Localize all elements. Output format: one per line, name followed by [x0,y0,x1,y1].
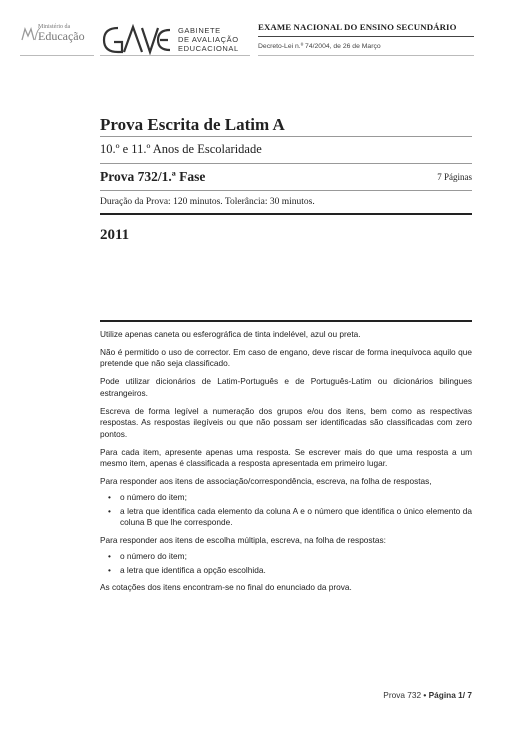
header-divider-left [20,55,94,56]
footer-exam-code: Prova 732 [383,690,422,700]
exam-header-title: EXAME NACIONAL DO ENSINO SECUNDÁRIO [258,22,474,37]
bullet: • [108,550,111,561]
divider [100,163,472,164]
instructions-divider [100,320,472,322]
exam-title: Prova Escrita de Latim A [100,115,285,134]
instruction-list [100,492,472,529]
instruction-paragraph: Pode utilizar dicionários de Latim-Português e de Português-Latim ou dicionários bilingues estrangeiros. [100,376,472,398]
footer-page-number: Página 1/ 7 [428,690,472,700]
page-footer [383,690,472,700]
school-years: 10.º e 11.º Anos de Escolaridade [100,142,262,156]
instruction-list [100,551,472,576]
exam-duration: Duração da Prova: 120 minutos. Tolerância: 30 minutos. [100,197,315,207]
list-item [100,551,472,562]
list-item-text: o número do item; [120,550,187,561]
ministry-name: Educação [38,29,85,43]
list-item [100,565,472,576]
instruction-paragraph: Escreva de forma legível a numeração dos grupos e/ou dos itens, bem como as respectivas respostas. As respostas ilegíveis ou que não possam ser identificadas são classificadas com zero pontos. [100,405,472,439]
divider [100,136,472,137]
instruction-paragraph: Para responder aos itens de escolha múltipla, escreva, na folha de respostas: [100,534,386,545]
list-item [100,506,472,529]
bullet: • [108,506,111,517]
list-item-text: a letra que identifica a opção escolhida. [120,564,266,575]
instruction-paragraph: Não é permitido o uso de corrector. Em caso de engano, deve riscar de forma inequívoca aquilo que pretende que não seja classificado. [100,347,472,369]
decree-reference: Decreto-Lei n.º 74/2004, de 26 de Março [258,43,381,50]
divider-thick [100,213,472,215]
gave-line-2: DE AVALIAÇÃO [178,35,239,44]
gave-name [178,26,239,53]
instruction-paragraph: As cotações dos itens encontram-se no final do enunciado da prova. [100,582,352,593]
page-count: 7 Páginas [437,172,472,182]
footer-separator: • [423,690,427,700]
gave-line-1: GABINETE [178,26,221,35]
exam-year: 2011 [100,227,130,243]
header-divider-mid [100,55,250,56]
list-item-text: a letra que identifica cada elemento da coluna A e o número que identifica o único elemento da coluna B que lhe corresponde. [120,506,472,528]
ministry-small-text: Ministério da [38,24,71,30]
list-item-text: o número do item; [120,492,187,503]
instruction-paragraph: Para responder aos itens de associação/correspondência, escreva, na folha de respostas, [100,476,432,487]
list-item [100,492,472,503]
gave-line-3: EDUCACIONAL [178,44,239,53]
exam-code: Prova 732/1.ª Fase [100,169,206,184]
gave-logo-icon [100,22,172,56]
instructions [100,329,472,600]
header-divider-right [258,55,474,56]
bullet: • [108,492,111,503]
instruction-paragraph: Para cada item, apresente apenas uma resposta. Se escrever mais do que uma resposta a um mesmo item, apenas é classificada a resposta apresentada em primeiro lugar. [100,446,472,469]
bullet: • [108,564,111,575]
instruction-paragraph: Utilize apenas caneta ou esferográfica de tinta indelével, azul ou preta. [100,329,361,339]
divider [100,190,472,191]
